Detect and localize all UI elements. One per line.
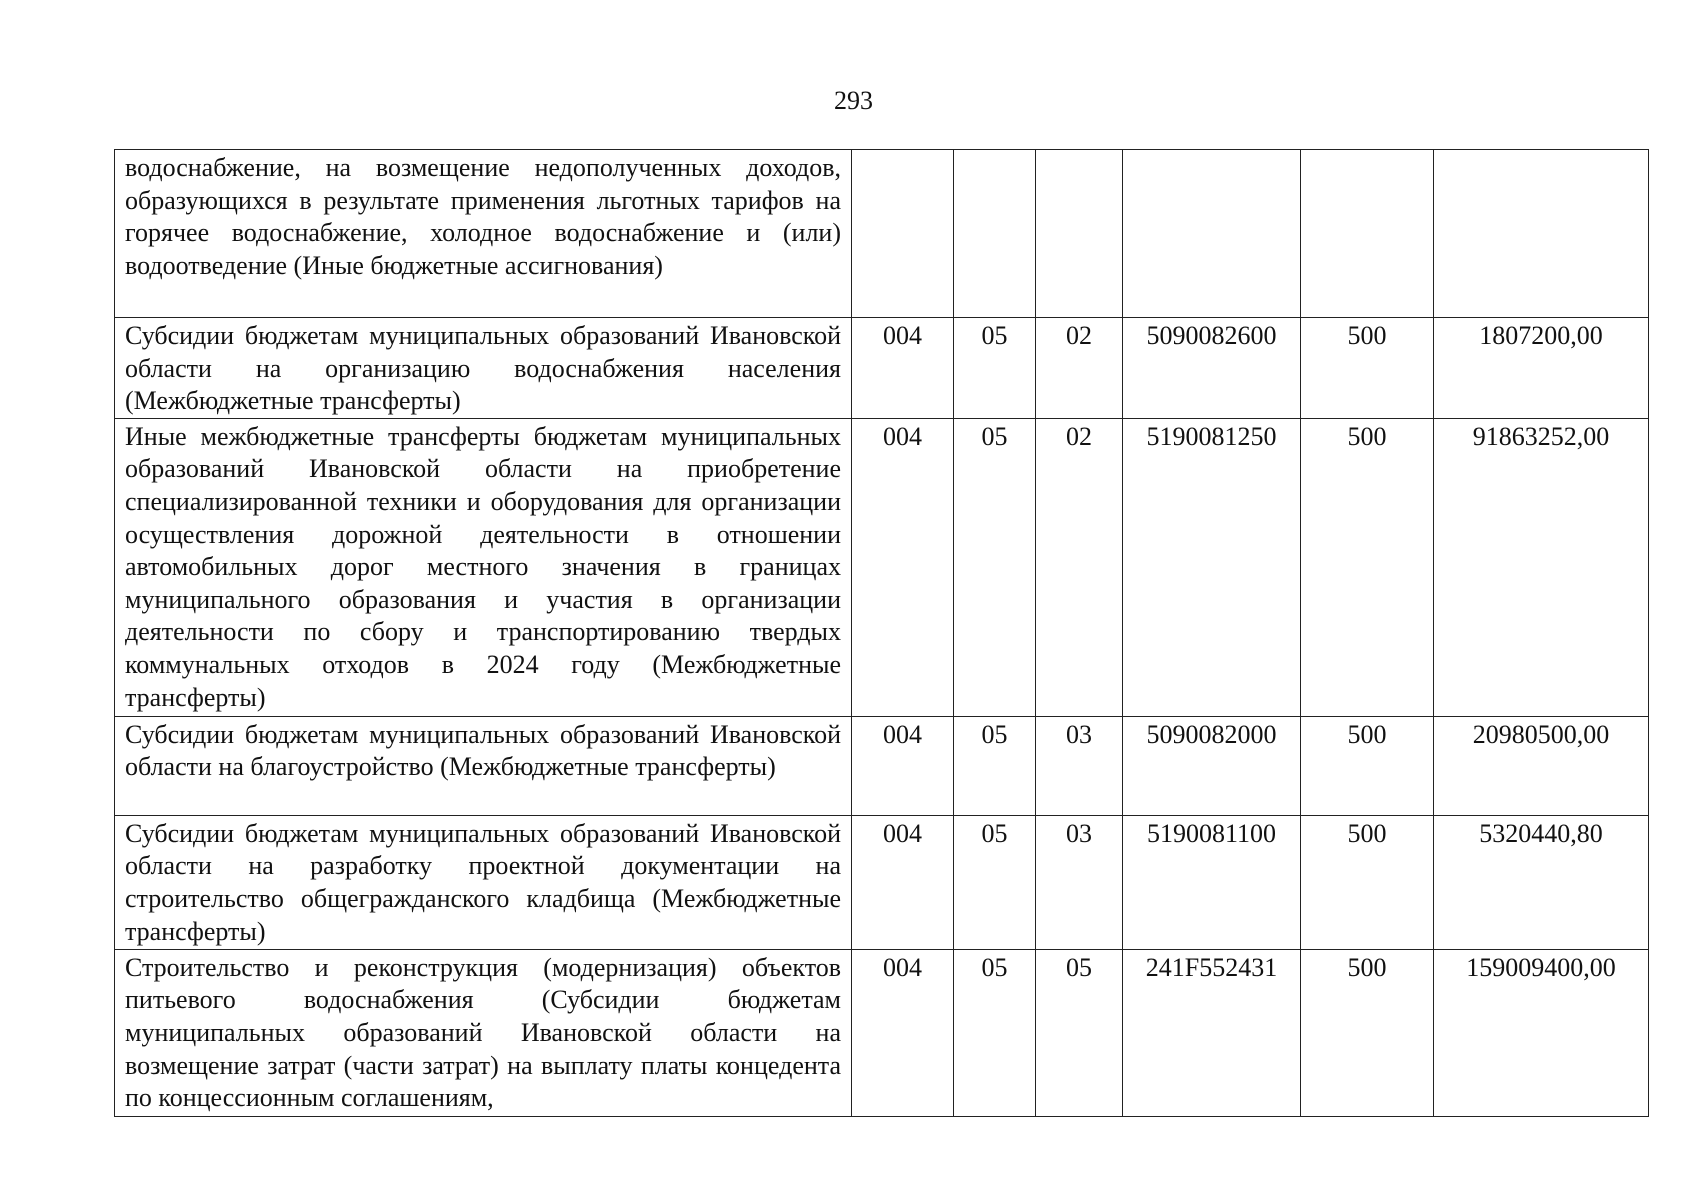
- expense-type-cell: 500: [1301, 815, 1434, 949]
- target-article-cell: 241F552431: [1123, 949, 1301, 1116]
- amount-cell: 159009400,00: [1434, 949, 1649, 1116]
- target-article-cell: [1123, 150, 1301, 318]
- ministry-code-cell: [852, 150, 954, 318]
- subsection-code-cell: 02: [1036, 318, 1123, 419]
- table-row: [115, 815, 1649, 949]
- table-row: [115, 949, 1649, 1116]
- section-code-cell: 05: [954, 815, 1036, 949]
- subsection-code-cell: 05: [1036, 949, 1123, 1116]
- description-cell: Иные межбюджетные трансферты бюджетам муниципальных образований Ивановской области на приобретение специализированной техники и оборудования для организации осуществления дорожной деятельности в отношении автомобильных дорог местного значения в границах муниципального образования и участия в организации деятельности по сбору и транспортированию твердых коммунальных отходов в 2024 году (Межбюджетные трансферты): [115, 418, 852, 716]
- section-code-cell: 05: [954, 318, 1036, 419]
- ministry-code-cell: 004: [852, 815, 954, 949]
- ministry-code-cell: 004: [852, 716, 954, 815]
- table-row: [115, 716, 1649, 815]
- table-row: [115, 150, 1649, 318]
- amount-cell: 1807200,00: [1434, 318, 1649, 419]
- amount-cell: 20980500,00: [1434, 716, 1649, 815]
- target-article-cell: 5090082600: [1123, 318, 1301, 419]
- subsection-code-cell: 03: [1036, 815, 1123, 949]
- expense-type-cell: [1301, 150, 1434, 318]
- description-cell: Строительство и реконструкция (модернизация) объектов питьевого водоснабжения (Субсидии бюджетам муниципальных образований Ивановской области на возмещение затрат (части затрат) на выплату платы концедента по концессионным соглашениям,: [115, 949, 852, 1116]
- expense-type-cell: 500: [1301, 418, 1434, 716]
- ministry-code-cell: 004: [852, 949, 954, 1116]
- subsection-code-cell: 03: [1036, 716, 1123, 815]
- target-article-cell: 5190081100: [1123, 815, 1301, 949]
- subsection-code-cell: 02: [1036, 418, 1123, 716]
- amount-cell: [1434, 150, 1649, 318]
- expense-type-cell: 500: [1301, 716, 1434, 815]
- table-body: [115, 150, 1649, 1117]
- table-row: [115, 318, 1649, 419]
- budget-table: [114, 149, 1649, 1117]
- expense-type-cell: 500: [1301, 318, 1434, 419]
- description-cell: Субсидии бюджетам муниципальных образований Ивановской области на организацию водоснабжения населения (Межбюджетные трансферты): [115, 318, 852, 419]
- expense-type-cell: 500: [1301, 949, 1434, 1116]
- section-code-cell: [954, 150, 1036, 318]
- description-cell: Субсидии бюджетам муниципальных образований Ивановской области на благоустройство (Межбюджетные трансферты): [115, 716, 852, 815]
- page-number: 293: [834, 86, 873, 115]
- description-cell: Субсидии бюджетам муниципальных образований Ивановской области на разработку проектной документации на строительство общегражданского кладбища (Межбюджетные трансферты): [115, 815, 852, 949]
- table-row: [115, 418, 1649, 716]
- target-article-cell: 5190081250: [1123, 418, 1301, 716]
- section-code-cell: 05: [954, 716, 1036, 815]
- subsection-code-cell: [1036, 150, 1123, 318]
- description-cell: водоснабжение, на возмещение недополученных доходов, образующихся в результате применения льготных тарифов на горячее водоснабжение, холодное водоснабжение и (или) водоотведение (Иные бюджетные ассигнования): [115, 150, 852, 318]
- ministry-code-cell: 004: [852, 418, 954, 716]
- target-article-cell: 5090082000: [1123, 716, 1301, 815]
- ministry-code-cell: 004: [852, 318, 954, 419]
- section-code-cell: 05: [954, 418, 1036, 716]
- amount-cell: 5320440,80: [1434, 815, 1649, 949]
- amount-cell: 91863252,00: [1434, 418, 1649, 716]
- section-code-cell: 05: [954, 949, 1036, 1116]
